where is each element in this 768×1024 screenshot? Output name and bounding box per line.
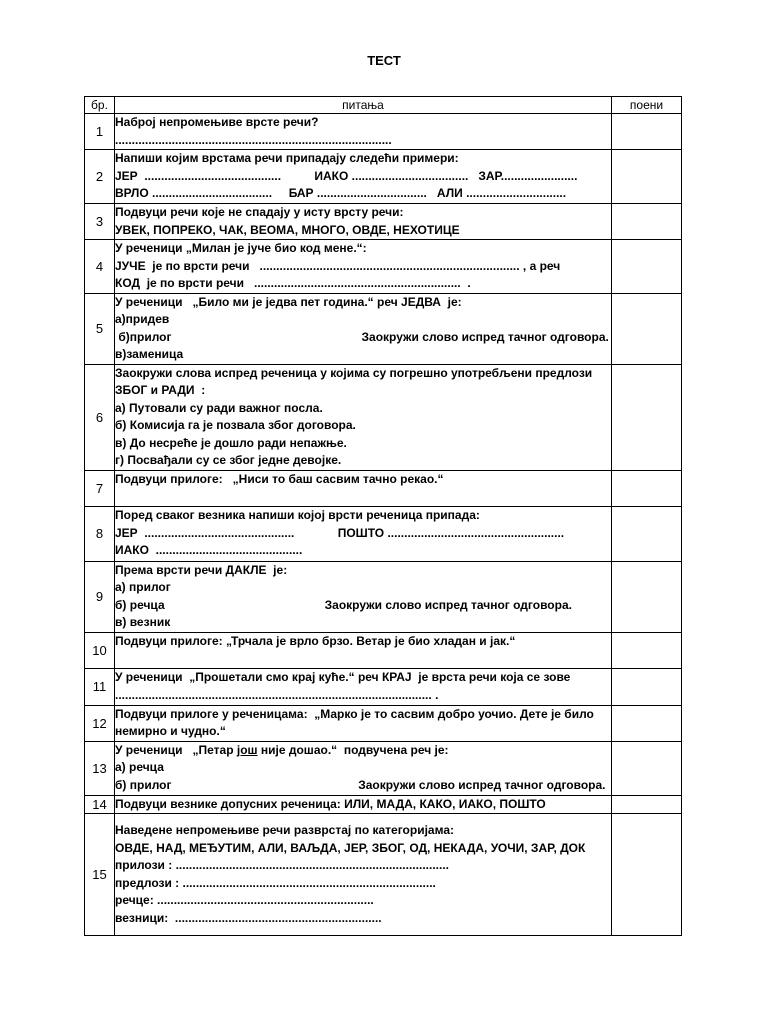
- question-text: [115, 705, 612, 741]
- question-number: 11: [85, 668, 115, 705]
- question-line: Подвуци прилоге: „Ниси то баш сасвим тачно рекао.“: [115, 471, 444, 486]
- points-cell[interactable]: [612, 470, 682, 506]
- header-row: [85, 97, 682, 114]
- question-number: 7: [85, 470, 115, 506]
- points-cell[interactable]: [612, 204, 682, 240]
- points-cell[interactable]: [612, 741, 682, 795]
- question-line: Подвуци прилоге: „Трчала је врло брзо. Ветар је био хладан и јак.“: [115, 633, 516, 648]
- question-line: Подвуци прилоге у реченицама: „Марко је то сасвим добро уочио. Дете је било: [115, 706, 594, 721]
- points-cell[interactable]: [612, 814, 682, 936]
- question-line: Подвуци везнике допусних реченица: ИЛИ, МАДА, КАКО, ИАКО, ПОШТО: [115, 796, 546, 811]
- question-text: [115, 204, 612, 240]
- question-line: [115, 742, 611, 760]
- question-number: 2: [85, 150, 115, 204]
- option-line: б) речца Заокружи слово испред тачног одговора.: [115, 597, 572, 612]
- blank-line: [115, 650, 611, 668]
- question-row-6: [85, 364, 682, 470]
- question-number: 5: [85, 293, 115, 364]
- option-line: б) Комисија га је позвала због договора.: [115, 418, 356, 432]
- question-number: 14: [85, 795, 115, 814]
- option-line: б)прилог Заокружи слово испред тачног одговора.: [115, 329, 609, 344]
- question-row-14: [85, 795, 682, 814]
- question-number: 9: [85, 561, 115, 632]
- underlined-word: још: [236, 742, 258, 757]
- question-number: 6: [85, 364, 115, 470]
- option-line: б) прилог Заокружи слово испред тачног одговора.: [115, 777, 606, 792]
- question-number: 1: [85, 114, 115, 150]
- points-cell[interactable]: [612, 705, 682, 741]
- question-line: Према врсти речи ДАКЛЕ је:: [115, 562, 288, 577]
- answer-line: ............................................................................................... .: [115, 687, 439, 702]
- question-row-8: [85, 506, 682, 561]
- question-row-12: [85, 705, 682, 741]
- answer-line: КОД је по врсти речи .............................................................. .: [115, 276, 471, 290]
- question-text: [115, 293, 612, 364]
- word-list: ОВДЕ, НАД, МЕЂУТИМ, АЛИ, ВАЉДА, ЈЕР, ЗБОГ, ОД, НЕКАДА, УОЧИ, ЗАР, ДОК: [115, 840, 586, 855]
- points-cell[interactable]: [612, 364, 682, 470]
- answer-line: ...................................................................................: [115, 132, 392, 147]
- option-line: в) До несреће је дошло ради непажње.: [115, 435, 347, 450]
- answer-line: прилози : ..................................................................................: [115, 858, 449, 872]
- question-line-start: У реченици „Петар: [115, 742, 237, 757]
- points-cell[interactable]: [612, 150, 682, 204]
- question-text: [115, 114, 612, 150]
- question-text: [115, 240, 612, 294]
- question-text: [115, 668, 612, 705]
- question-row-15: [85, 814, 682, 936]
- header-questions: питања: [115, 97, 612, 114]
- question-line: ЗБОГ и РАДИ :: [115, 383, 206, 397]
- points-cell[interactable]: [612, 506, 682, 561]
- option-line: а) речца: [115, 760, 164, 775]
- question-text: [115, 470, 612, 506]
- question-row-7: [85, 470, 682, 506]
- option-line: в)заменица: [115, 347, 184, 361]
- question-line: У реченици „Прошетали смо крај куће.“ реч КРАЈ је врста речи која се зове: [115, 670, 571, 684]
- question-line: Поред сваког везника напиши којој врсти реченица припада:: [115, 508, 480, 523]
- answer-line: УВЕК, ПОПРЕКО, ЧАК, ВЕОМА, МНОГО, ОВДЕ, НЕХОТИЦЕ: [115, 222, 460, 237]
- question-line: Наведене непромењиве речи разврстај по категоријама:: [115, 823, 454, 837]
- question-line: У реченици „Било ми је једва пет година.“ реч ЈЕДВА је:: [115, 294, 462, 309]
- question-row-10: [85, 632, 682, 668]
- question-text: [115, 795, 612, 814]
- question-text: [115, 364, 612, 470]
- points-cell[interactable]: [612, 240, 682, 294]
- question-row-13: [85, 741, 682, 795]
- answer-line: везници: ..............................................................: [115, 910, 382, 925]
- answer-line: ВРЛО .................................... БАР ................................. АЛИ ..............................: [115, 186, 567, 201]
- question-line: Заокружи слова испред реченица у којима су погрешно употребљени предлози: [115, 365, 593, 380]
- question-row-1: [85, 114, 682, 150]
- question-line: Подвуци речи које не спадају у исту врсту речи:: [115, 205, 404, 219]
- test-table: [84, 96, 682, 936]
- question-row-11: [85, 668, 682, 705]
- option-line: в) везник: [115, 615, 171, 629]
- points-cell[interactable]: [612, 561, 682, 632]
- question-number: 4: [85, 240, 115, 294]
- option-line: а)придев: [115, 312, 170, 326]
- question-text: [115, 814, 612, 936]
- answer-line: ЈЕР ............................................. ПОШТО .....................................................: [115, 525, 565, 540]
- document-title: ТЕСТ: [367, 53, 401, 68]
- points-cell[interactable]: [612, 668, 682, 705]
- points-cell[interactable]: [612, 632, 682, 668]
- answer-line: ЈУЧЕ је по врсти речи .............................................................................. , а реч: [115, 258, 561, 273]
- question-line: Наброј непромењиве врсте речи?: [115, 115, 319, 129]
- option-line: а) Путовали су ради важног посла.: [115, 400, 323, 415]
- points-cell[interactable]: [612, 114, 682, 150]
- header-number: бр.: [85, 97, 115, 114]
- points-cell[interactable]: [612, 795, 682, 814]
- question-text: [115, 506, 612, 561]
- question-number: 12: [85, 705, 115, 741]
- option-line: а) прилог: [115, 580, 171, 594]
- answer-line: речце: .................................................................: [115, 893, 374, 907]
- blank-line: [115, 488, 611, 506]
- question-line: немирно и чудно.“: [115, 724, 226, 738]
- answer-line: предлози : ............................................................................: [115, 875, 436, 890]
- question-text: [115, 741, 612, 795]
- answer-line: ИАКО ............................................: [115, 543, 303, 558]
- header-points: поени: [612, 97, 682, 114]
- question-line: Напиши којим врстама речи припадају следећи примери:: [115, 151, 459, 166]
- question-row-3: [85, 204, 682, 240]
- question-number: 10: [85, 632, 115, 668]
- question-row-9: [85, 561, 682, 632]
- question-row-4: [85, 240, 682, 294]
- option-line: г) Посвађали су се због једне девојке.: [115, 453, 342, 467]
- question-text: [115, 561, 612, 632]
- question-number: 15: [85, 814, 115, 936]
- question-row-5: [85, 293, 682, 364]
- question-row-2: [85, 150, 682, 204]
- question-text: [115, 632, 612, 668]
- question-line-end: није дошао.“ подвучена реч је:: [257, 742, 449, 757]
- points-cell[interactable]: [612, 293, 682, 364]
- question-line: У реченици „Милан је јуче био код мене.“:: [115, 241, 367, 255]
- question-number: 13: [85, 741, 115, 795]
- question-number: 8: [85, 506, 115, 561]
- question-number: 3: [85, 204, 115, 240]
- answer-line: ЈЕР ......................................... ИАКО ................................... ЗАР.......................: [115, 168, 578, 183]
- question-text: [115, 150, 612, 204]
